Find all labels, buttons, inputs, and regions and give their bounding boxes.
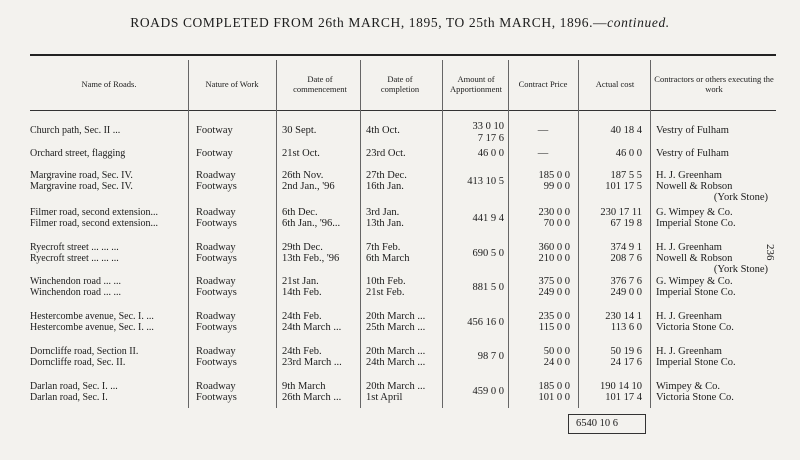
date-commenced: 26th Nov. — [282, 170, 324, 181]
contract-price: 115 0 0 — [538, 322, 570, 333]
date-commenced: 9th March — [282, 381, 326, 392]
header-contract: Contract Price — [518, 79, 568, 89]
actual-cost: 208 7 6 — [610, 253, 642, 264]
contractor: H. J. Greenham — [656, 346, 722, 357]
apportionment-amount: 46 0 0 — [477, 148, 504, 159]
contract-price: 185 0 0 — [538, 381, 570, 392]
work-nature: Footways — [196, 181, 237, 192]
date-completed: 27th Dec. — [366, 170, 407, 181]
road-name: Dorncliffe road, Section II. — [30, 346, 139, 357]
apportionment-amount: 881 5 0 — [472, 282, 504, 293]
contract-price: 50 0 0 — [543, 346, 570, 357]
road-name: Winchendon road ... ... — [30, 287, 121, 298]
contractor-note: (York Stone) — [713, 192, 768, 203]
actual-cost: 101 17 4 — [605, 392, 642, 403]
work-nature: Roadway — [196, 170, 236, 181]
contractor: Imperial Stone Co. — [656, 218, 736, 229]
road-name: Margravine road, Sec. IV. — [30, 181, 133, 192]
contractor: Nowell & Robson — [656, 253, 733, 264]
contractor-note: (York Stone) — [713, 264, 768, 275]
contract-price: 210 0 0 — [538, 253, 570, 264]
col-separator — [188, 60, 189, 408]
header-actual: Actual cost — [595, 79, 635, 89]
contract-price: 101 0 0 — [538, 392, 570, 403]
contractor: Nowell & Robson — [656, 181, 733, 192]
date-commenced: 6th Jan., '96... — [282, 218, 341, 229]
work-nature: Roadway — [196, 346, 236, 357]
header-name: Name of Roads. — [81, 79, 137, 89]
contract-price: 249 0 0 — [538, 287, 570, 298]
title-continued: continued. — [607, 15, 670, 30]
date-commenced: 30 Sept. — [282, 125, 317, 136]
contract-price: 70 0 0 — [543, 218, 570, 229]
contract-price: 235 0 0 — [538, 311, 570, 322]
road-name: Filmer road, second extension... — [30, 218, 159, 229]
work-nature: Footways — [196, 287, 237, 298]
road-name: Filmer road, second extension... — [30, 207, 159, 218]
road-name: Winchendon road ... ... — [30, 276, 121, 287]
date-commenced: 6th Dec. — [282, 207, 318, 218]
date-completed: 10th Feb. — [366, 276, 406, 287]
date-commenced: 21st Oct. — [282, 148, 320, 159]
date-completed: 25th March ... — [366, 322, 426, 333]
work-nature: Footway — [196, 125, 233, 136]
contract-price: — — [537, 148, 549, 159]
actual-cost: 50 19 6 — [610, 346, 642, 357]
actual-cost: 113 6 0 — [610, 322, 642, 333]
contract-price: 375 0 0 — [538, 276, 570, 287]
actual-cost: 67 19 8 — [610, 218, 642, 229]
apportionment-amount: 441 9 4 — [472, 213, 504, 224]
contract-price: 185 0 0 — [538, 170, 570, 181]
apportionment-amount: 690 5 0 — [472, 248, 504, 259]
col-separator — [650, 60, 651, 408]
date-completed: 21st Feb. — [366, 287, 405, 298]
col-separator — [442, 60, 443, 408]
apportionment-amount: 98 7 0 — [477, 351, 504, 362]
date-completed: 1st April — [366, 392, 403, 403]
date-commenced: 23rd March ... — [282, 357, 342, 368]
date-completed: 20th March ... — [366, 346, 426, 357]
contractor: G. Wimpey & Co. — [656, 207, 733, 218]
road-name: Ryecroft street ... ... ... — [30, 242, 119, 253]
col-separator — [578, 60, 579, 408]
header-bottom-rule — [30, 110, 776, 111]
date-commenced: 24th Feb. — [282, 346, 322, 357]
date-commenced: 29th Dec. — [282, 242, 323, 253]
actual-cost: 249 0 0 — [610, 287, 642, 298]
apportionment-amount: 456 16 0 — [467, 317, 504, 328]
contractor: G. Wimpey & Co. — [656, 276, 733, 287]
actual-cost: 230 17 11 — [600, 207, 642, 218]
date-completed: 16th Jan. — [366, 181, 404, 192]
date-commenced: 21st Jan. — [282, 276, 319, 287]
date-completed: 20th March ... — [366, 381, 426, 392]
date-completed: 6th March — [366, 253, 410, 264]
contractor: H. J. Greenham — [656, 311, 722, 322]
road-name: Darlan road, Sec. I. — [30, 392, 108, 403]
col-separator — [276, 60, 277, 408]
page-title — [0, 15, 800, 31]
contract-price: 360 0 0 — [538, 242, 570, 253]
table-top-rule — [30, 54, 776, 56]
actual-cost: 46 0 0 — [615, 148, 642, 159]
apportionment-amount: 33 0 10 — [472, 121, 504, 132]
date-commenced: 26th March ... — [282, 392, 342, 403]
road-name: Ryecroft street ... ... ... — [30, 253, 119, 264]
page-number: 236 — [764, 244, 776, 261]
work-nature: Footways — [196, 357, 237, 368]
actual-cost: 230 14 1 — [605, 311, 642, 322]
col-separator — [508, 60, 509, 408]
title-main: ROADS COMPLETED FROM 26th MARCH, 1895, TO 25th MARCH, 1896.— — [130, 15, 608, 30]
apportionment-amount: 7 17 6 — [477, 133, 504, 144]
contractor: H. J. Greenham — [656, 242, 722, 253]
date-commenced: 2nd Jan., '96 — [282, 181, 335, 192]
road-name: Orchard street, flagging — [30, 148, 126, 159]
contractor: Vestry of Fulham — [656, 125, 729, 136]
road-name: Church path, Sec. II ... — [30, 125, 121, 136]
work-nature: Roadway — [196, 242, 236, 253]
road-name: Darlan road, Sec. I. ... — [30, 381, 118, 392]
date-completed: 13th Jan. — [366, 218, 404, 229]
header-apportionment: Amount of Apportionment — [450, 74, 502, 94]
work-nature: Roadway — [196, 311, 236, 322]
date-commenced: 24th Feb. — [282, 311, 322, 322]
contractor: H. J. Greenham — [656, 170, 722, 181]
actual-cost: 190 14 10 — [600, 381, 642, 392]
contractor: Wimpey & Co. — [656, 381, 721, 392]
work-nature: Roadway — [196, 381, 236, 392]
contractor: Imperial Stone Co. — [656, 287, 736, 298]
header-nature: Nature of Work — [205, 79, 259, 89]
date-completed: 23rd Oct. — [366, 148, 406, 159]
contractor: Victoria Stone Co. — [656, 322, 734, 333]
date-completed: 20th March ... — [366, 311, 426, 322]
actual-cost: 101 17 5 — [605, 181, 642, 192]
date-commenced: 24th March ... — [282, 322, 342, 333]
contractor: Imperial Stone Co. — [656, 357, 736, 368]
col-separator — [360, 60, 361, 408]
apportionment-amount: 413 10 5 — [467, 176, 504, 187]
actual-cost: 374 9 1 — [610, 242, 642, 253]
actual-cost: 24 17 6 — [610, 357, 642, 368]
work-nature: Footways — [196, 218, 237, 229]
apportionment-amount: 459 0 0 — [472, 386, 504, 397]
contractor: Vestry of Fulham — [656, 148, 729, 159]
road-name: Margravine road, Sec. IV. — [30, 170, 133, 181]
work-nature: Footways — [196, 253, 237, 264]
date-commenced: 13th Feb., '96 — [282, 253, 340, 264]
work-nature: Footways — [196, 322, 237, 333]
road-name: Hestercombe avenue, Sec. I. ... — [30, 322, 154, 333]
date-completed: 4th Oct. — [366, 125, 400, 136]
actual-cost: 376 7 6 — [610, 276, 642, 287]
work-nature: Roadway — [196, 207, 236, 218]
road-name: Hestercombe avenue, Sec. I. ... — [30, 311, 154, 322]
date-completed: 3rd Jan. — [366, 207, 400, 218]
road-name: Dorncliffe road, Sec. II. — [30, 357, 126, 368]
work-nature: Footways — [196, 392, 237, 403]
actual-cost: 40 18 4 — [610, 125, 642, 136]
date-commenced: 14th Feb. — [282, 287, 322, 298]
header-commenced: Date of commencement — [293, 74, 347, 94]
header-contractors: Contractors or others executing the work — [654, 74, 774, 94]
contractor: Victoria Stone Co. — [656, 392, 734, 403]
actual-cost: 187 5 5 — [610, 170, 642, 181]
date-completed: 7th Feb. — [366, 242, 401, 253]
header-completed: Date of completion — [380, 74, 420, 94]
contract-price: 24 0 0 — [543, 357, 570, 368]
contract-price: — — [537, 125, 549, 136]
work-nature: Roadway — [196, 276, 236, 287]
work-nature: Footway — [196, 148, 233, 159]
contract-price: 99 0 0 — [543, 181, 570, 192]
contract-price: 230 0 0 — [538, 207, 570, 218]
date-completed: 24th March ... — [366, 357, 426, 368]
total-actual-cost: 6540 10 6 — [576, 418, 618, 429]
